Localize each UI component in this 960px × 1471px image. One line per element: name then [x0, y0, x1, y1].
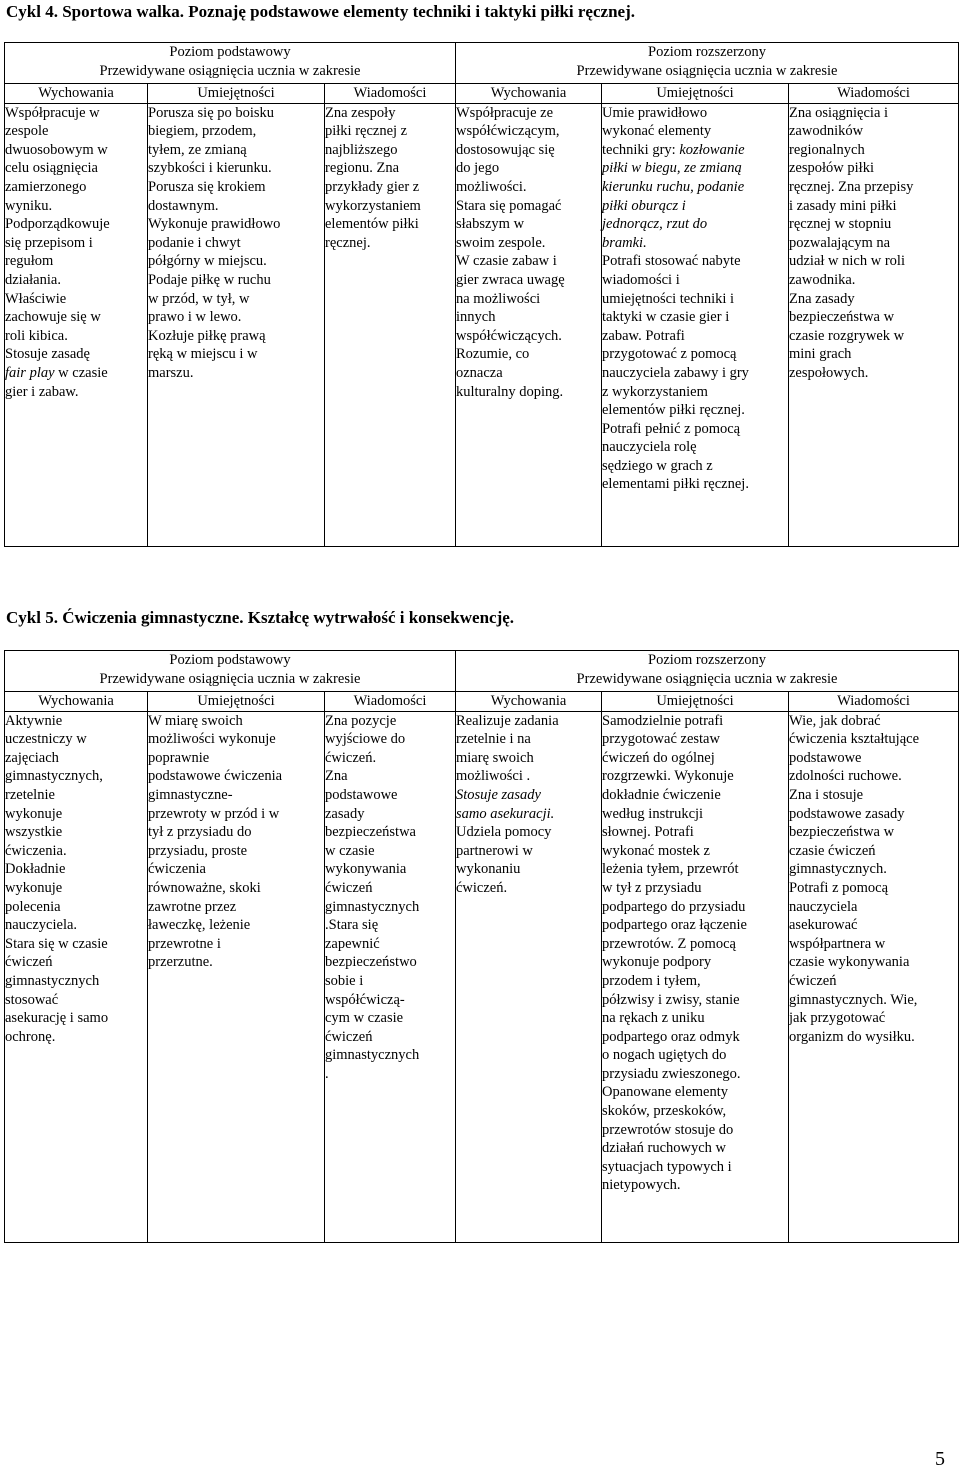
basic-skills-cell	[148, 711, 325, 1242]
text-line: .Stara się	[325, 917, 379, 934]
text-line: przysiadu, proste	[148, 842, 248, 859]
text-line: Podaje piłkę w ruchu	[148, 271, 271, 288]
text-line: podstawowe	[789, 749, 862, 766]
text-line: ręką w miejscu i w	[148, 346, 258, 363]
extended-upbringing-cell	[456, 711, 602, 1242]
basic-upbringing-cell: Współpracuje w zespole dwuosobowym w celu osiągnięcia zamierzonego wyniku. Podporządkowuje się przepisom i regułom działania. Właściwie zachowuje się w roli kibica. Stosuje zasadę fair play w czasie gier i zabaw.	[5, 103, 148, 546]
text-line: półgórny w miejscu.	[148, 253, 267, 270]
text-line: piłki oburącz i	[602, 197, 686, 214]
text-line: nietypowych.	[602, 1177, 681, 1194]
text-line: ćwiczeń do ogólnej	[602, 749, 715, 766]
text-line: czasie rozgrywek w	[789, 327, 905, 344]
text-line: przewrotów stosuje do	[602, 1121, 734, 1138]
text-line: zawrotne przez	[148, 898, 237, 915]
text-line: wszystkie	[5, 824, 63, 841]
text-line: gimnastyczne-	[148, 786, 233, 803]
text-line: partnerowi w	[456, 842, 533, 859]
text-line: na rękach z uniku	[602, 1010, 705, 1027]
text-line: marszu.	[148, 364, 194, 381]
text-line: zapewnić	[325, 935, 380, 952]
text-line: słownej. Potrafi	[602, 824, 694, 841]
text-line: Realizuje zadania	[456, 712, 559, 729]
text-line: zasady	[325, 805, 365, 822]
text-line: skoków, przeskoków,	[602, 1103, 727, 1120]
text-line: Stosuje zasady	[456, 786, 541, 803]
text-line: możliwości .	[456, 768, 531, 785]
text-line: ćwiczeń.	[325, 749, 377, 766]
text-line: ćwiczeń	[325, 879, 373, 896]
text-line: samo asekuracji.	[456, 805, 555, 822]
text-line: podstawowe ćwiczenia	[148, 768, 283, 785]
text-line: przerzutne.	[148, 954, 213, 971]
text-line: nauczyciela rolę	[602, 439, 697, 456]
text-line: Kozłuje piłkę prawą	[148, 327, 266, 344]
text-line: Samodzielnie potrafi	[602, 712, 724, 729]
text-line: elementów piłki ręcznej.	[602, 402, 745, 419]
text-line: podstawowe	[325, 786, 398, 803]
text-line: zdolności ruchowe.	[789, 768, 902, 785]
text-line: tyłem, ze zmianą	[148, 141, 247, 158]
text-line: gier zwraca uwagę	[456, 271, 565, 288]
text-line: innych	[456, 309, 496, 326]
text-line: umiejętności techniki i	[602, 290, 735, 307]
text-line: W czasie zabaw i	[456, 253, 557, 270]
text-line: regionu. Zna	[325, 160, 400, 177]
text-line: ochronę.	[5, 1028, 56, 1045]
text-line: Zna i stosuje	[789, 786, 864, 803]
text-line: ręcznej.	[325, 234, 371, 251]
text-line: Współpracuje w	[5, 104, 100, 121]
text-line: regionalnych	[789, 141, 865, 158]
basic-upbringing-cell	[5, 711, 148, 1242]
column-header-skills: Umiejętności	[148, 84, 325, 104]
text-line: czasie wykonywania	[789, 954, 910, 971]
text-line: udział w nich w roli	[789, 253, 905, 270]
text-line: Porusza się po boisku	[148, 104, 275, 121]
column-header-knowledge: Wiadomości	[789, 692, 959, 712]
text-line: W miarę swoich	[148, 712, 243, 729]
text-line: Zna osiągnięcia i	[789, 104, 889, 121]
text-line: ręcznej. Zna przepisy	[789, 178, 914, 195]
text-line: wykorzystaniem	[325, 197, 421, 214]
column-header-skills: Umiejętności	[602, 692, 789, 712]
text-line: wykonaniu	[456, 861, 521, 878]
text-line: sobie i	[325, 972, 364, 989]
text-line: zespołów piłki	[789, 160, 874, 177]
text-line: mini grach	[789, 346, 852, 363]
column-header-upbringing: Wychowania	[456, 692, 602, 712]
text-line: ćwiczeń	[5, 954, 53, 971]
text-line: dostosowując się	[456, 141, 555, 158]
text-line: gimnastycznych,	[5, 768, 103, 785]
text-line: gimnastycznych	[325, 898, 420, 915]
text-line: zabaw. Potrafi	[602, 327, 685, 344]
text-line: kulturalny doping.	[456, 383, 564, 400]
text-line: asekurację i samo	[5, 1010, 109, 1027]
extended-level-header: Poziom rozszerzony Przewidywane osiągnięcia ucznia w zakresie	[456, 43, 959, 84]
text-line: z wykorzystaniem	[602, 383, 708, 400]
basic-knowledge-cell	[325, 711, 456, 1242]
text-line: biegiem, przodem,	[148, 123, 257, 140]
text-line: Potrafi z pomocą	[789, 879, 889, 896]
text-line: jak przygotować	[789, 1010, 886, 1027]
text-line: równoważne, skoki	[148, 879, 261, 896]
text-line: poprawnie	[148, 749, 210, 766]
basic-level-header: Poziom podstawowy Przewidywane osiągnięcia ucznia w zakresie	[5, 43, 456, 84]
text-line: Potrafi stosować nabyte	[602, 253, 741, 270]
text-line: zawodników	[789, 123, 864, 140]
text-line: przewrotów. Z pomocą	[602, 935, 736, 952]
text-line: przygotować z pomocą	[602, 346, 737, 363]
text-line: organizm do wysiłku.	[789, 1028, 915, 1045]
text-line: sędziego w grach z	[602, 457, 713, 474]
text-line: wykonywania	[325, 861, 407, 878]
extended-skills-cell: Umie prawidłowo wykonać elementy techniki gry: kozłowanie piłki w biegu, ze zmianą kierunku ruchu, podanie piłki oburącz i jednorącz, rzut do bramki. Potrafi stosować nabyte wiadomości i umiejętności techniki i taktyki w czasie gier i zabaw. Potrafi przygotować z pomocą nauczyciela zabawy i gry z wykorzystaniem elementów piłki ręcznej. Potrafi pełnić z pomocą nauczyciela rolę sędziego w grach z elementami piłki ręcznej.	[602, 103, 789, 546]
text-line: rozgrzewki. Wykonuje	[602, 768, 734, 785]
basic-level-header: Poziom podstawowy Przewidywane osiągnięcia ucznia w zakresie	[5, 651, 456, 692]
text-line: działania.	[5, 271, 61, 288]
text-line: możliwości wykonuje	[148, 731, 276, 748]
text-line: swoim zespole.	[456, 234, 546, 251]
text-line: i zasady mini piłki	[789, 197, 897, 214]
text-line: ćwiczeń.	[456, 879, 508, 896]
text-line: nauczyciela.	[5, 917, 78, 934]
text-line: Współpracuje ze	[456, 104, 554, 121]
text-line: przykłady gier z	[325, 178, 420, 195]
text-line: Porusza się krokiem	[148, 178, 266, 195]
text-line: nauczyciela zabawy i gry	[602, 364, 749, 381]
text-line: Wykonuje prawidłowo	[148, 216, 281, 233]
text-line: kierunku ruchu, podanie	[602, 178, 745, 195]
column-header-upbringing: Wychowania	[456, 84, 602, 104]
basic-skills-cell	[148, 103, 325, 546]
text-line: tył z przysiadu do	[148, 824, 252, 841]
text-line: półzwisy i zwisy, stanie	[602, 991, 740, 1008]
text-line: przodem i tyłem,	[602, 972, 701, 989]
text-line: ćwiczeń	[325, 1028, 373, 1045]
text-line: piłki ręcznej z	[325, 123, 408, 140]
text-line: Rozumie, co	[456, 346, 530, 363]
text-line: zawodnika.	[789, 271, 856, 288]
text-line: podpartego do przysiadu	[602, 898, 746, 915]
text-line: leżenia tyłem, przewrót	[602, 861, 739, 878]
text-line: przysiadu zwieszonego.	[602, 1065, 741, 1082]
text-line: bezpieczeństwa w	[789, 309, 895, 326]
text-line: bezpieczeństwa w	[789, 824, 895, 841]
text-line: zespołowych.	[789, 364, 869, 381]
extended-upbringing-cell	[456, 103, 602, 546]
cycle4-title: Cykl 4. Sportowa walka. Poznaję podstawowe elementy techniki i taktyki piłki ręcznej.	[6, 2, 635, 21]
text-line: wykonuje podpory	[602, 954, 712, 971]
text-line: cym w czasie	[325, 1010, 404, 1027]
text-line: gimnastycznych	[5, 972, 100, 989]
text-line: Zna zespoły	[325, 104, 396, 121]
text-line: nauczyciela	[789, 898, 858, 915]
text-line: Aktywnie	[5, 712, 63, 729]
text-line: .	[325, 1065, 329, 1082]
text-line: podstawowe zasady	[789, 805, 905, 822]
text-line: Podporządkowuje	[5, 216, 110, 233]
text-line: taktyki w czasie gier i	[602, 309, 730, 326]
text-line: polecenia	[5, 898, 61, 915]
text-line: Zna zasady	[789, 290, 855, 307]
text-line: dwuosobowym w	[5, 141, 108, 158]
text-line: szybkości i kierunku.	[148, 160, 272, 177]
text-line: gimnastycznych. Wie,	[789, 991, 918, 1008]
text-line: podpartego oraz łączenie	[602, 917, 747, 934]
text-line: współćwiczących.	[456, 327, 562, 344]
text-line: bezpieczeństwa	[325, 824, 416, 841]
extended-skills-cell	[602, 711, 789, 1242]
text-line: do jego	[456, 160, 500, 177]
cycle5-table	[4, 650, 959, 1243]
text-line: Stara się pomagać	[456, 197, 562, 214]
text-line: piłki w biegu, ze zmianą	[602, 160, 742, 177]
column-header-knowledge: Wiadomości	[325, 84, 456, 104]
text-line: ławeczkę, leżenie	[148, 917, 251, 934]
text-line: w tył z przysiadu	[602, 879, 702, 896]
text-line: podanie i chwyt	[148, 234, 241, 251]
text-line: współćwiczącym,	[456, 123, 560, 140]
text-line: gimnastycznych.	[789, 861, 887, 878]
text-line: podpartego oraz odmyk	[602, 1028, 740, 1045]
text-line: przygotować zestaw	[602, 731, 720, 748]
text-line: Dokładnie	[5, 861, 66, 878]
text-line: elementów piłki	[325, 216, 419, 233]
text-line: wyjściowe do	[325, 731, 406, 748]
text-line: Właściwie	[5, 290, 67, 307]
text-line: dokładnie ćwiczenie	[602, 786, 721, 803]
text-line: możliwości.	[456, 178, 527, 195]
text-line: regułom	[5, 253, 54, 270]
text-line: zamierzonego	[5, 178, 87, 195]
cycle4-table	[4, 42, 959, 547]
extended-knowledge-cell	[789, 103, 959, 546]
text-line: roli kibica.	[5, 327, 68, 344]
column-header-skills: Umiejętności	[148, 692, 325, 712]
text-line: pozwalającym na	[789, 234, 891, 251]
text-line: celu osiągnięcia	[5, 160, 98, 177]
text-line: ćwiczenia.	[5, 842, 67, 859]
text-line: Umie prawidłowo	[602, 104, 708, 121]
text-line: ćwiczenia	[148, 861, 206, 878]
text-line: prawo i w lewo.	[148, 309, 242, 326]
extended-knowledge-cell	[789, 711, 959, 1242]
text-line: o nogach ugiętych do	[602, 1047, 727, 1064]
text-line: wykonuje	[5, 879, 63, 896]
text-line: wykonuje	[5, 805, 63, 822]
column-header-upbringing: Wychowania	[5, 692, 148, 712]
extended-level-header: Poziom rozszerzony Przewidywane osiągnięcia ucznia w zakresie	[456, 651, 959, 692]
text-line: jednorącz, rzut do	[602, 216, 708, 233]
text-line: przewroty w przód i w	[148, 805, 280, 822]
text-line: wykonać mostek z	[602, 842, 710, 859]
text-line: zajęciach	[5, 749, 59, 766]
text-line: działań ruchowych w	[602, 1140, 727, 1157]
basic-knowledge-cell	[325, 103, 456, 546]
text-line: się przepisom i	[5, 234, 93, 251]
text-line: na możliwości	[456, 290, 541, 307]
text-line: Zna pozycje	[325, 712, 397, 729]
text-line: rzetelnie	[5, 786, 55, 803]
text-line: oznacza	[456, 364, 503, 381]
text-line: najbliższego	[325, 141, 398, 158]
text-line: miarę swoich	[456, 749, 534, 766]
text-line: Potrafi pełnić z pomocą	[602, 420, 741, 437]
text-line: współpartnera w	[789, 935, 886, 952]
text-line: Opanowane elementy	[602, 1084, 729, 1101]
text-line: Stosuje zasadę	[5, 346, 90, 363]
text-line: elementami piłki ręcznej.	[602, 476, 749, 493]
text-line: Udziela pomocy	[456, 824, 552, 841]
page-number: 5	[935, 1448, 945, 1470]
text-line: Zna	[325, 768, 348, 785]
text-line: asekurować	[789, 917, 858, 934]
column-header-skills: Umiejętności	[602, 84, 789, 104]
text-line: ćwiczeń	[789, 972, 837, 989]
column-header-upbringing: Wychowania	[5, 84, 148, 104]
text-line: stosować	[5, 991, 59, 1008]
text-line: wykonać elementy	[602, 123, 712, 140]
text-line: gimnastycznych	[325, 1047, 420, 1064]
text-line: Stara się w czasie	[5, 935, 108, 952]
column-header-knowledge: Wiadomości	[325, 692, 456, 712]
text-line: w czasie	[325, 842, 375, 859]
text-line: uczestniczy w	[5, 731, 87, 748]
text-line: sytuacjach typowych i	[602, 1158, 732, 1175]
text-line: wiadomości i	[602, 271, 680, 288]
text-line: zachowuje się w	[5, 309, 101, 326]
cycle5-title: Cykl 5. Ćwiczenia gimnastyczne. Kształcę wytrwałość i konsekwencję.	[6, 608, 515, 627]
text-line: ćwiczenia kształtujące	[789, 731, 920, 748]
text-line: słabszym w	[456, 216, 525, 233]
text-line: bezpieczeństwo	[325, 954, 417, 971]
column-header-knowledge: Wiadomości	[789, 84, 959, 104]
text-line: w przód, w tył, w	[148, 290, 250, 307]
text-line: bramki.	[602, 234, 647, 251]
text-line: wyniku.	[5, 197, 53, 214]
text-line: według instrukcji	[602, 805, 704, 822]
text-line: współćwiczą-	[325, 991, 405, 1008]
text-line: ręcznej w stopniu	[789, 216, 892, 233]
text-line: zespole	[5, 123, 49, 140]
text-line: Wie, jak dobrać	[789, 712, 881, 729]
text-line: dostawnym.	[148, 197, 219, 214]
text-line: przewrotne i	[148, 935, 221, 952]
text-line: rzetelnie i na	[456, 731, 531, 748]
text-line: czasie ćwiczeń	[789, 842, 876, 859]
